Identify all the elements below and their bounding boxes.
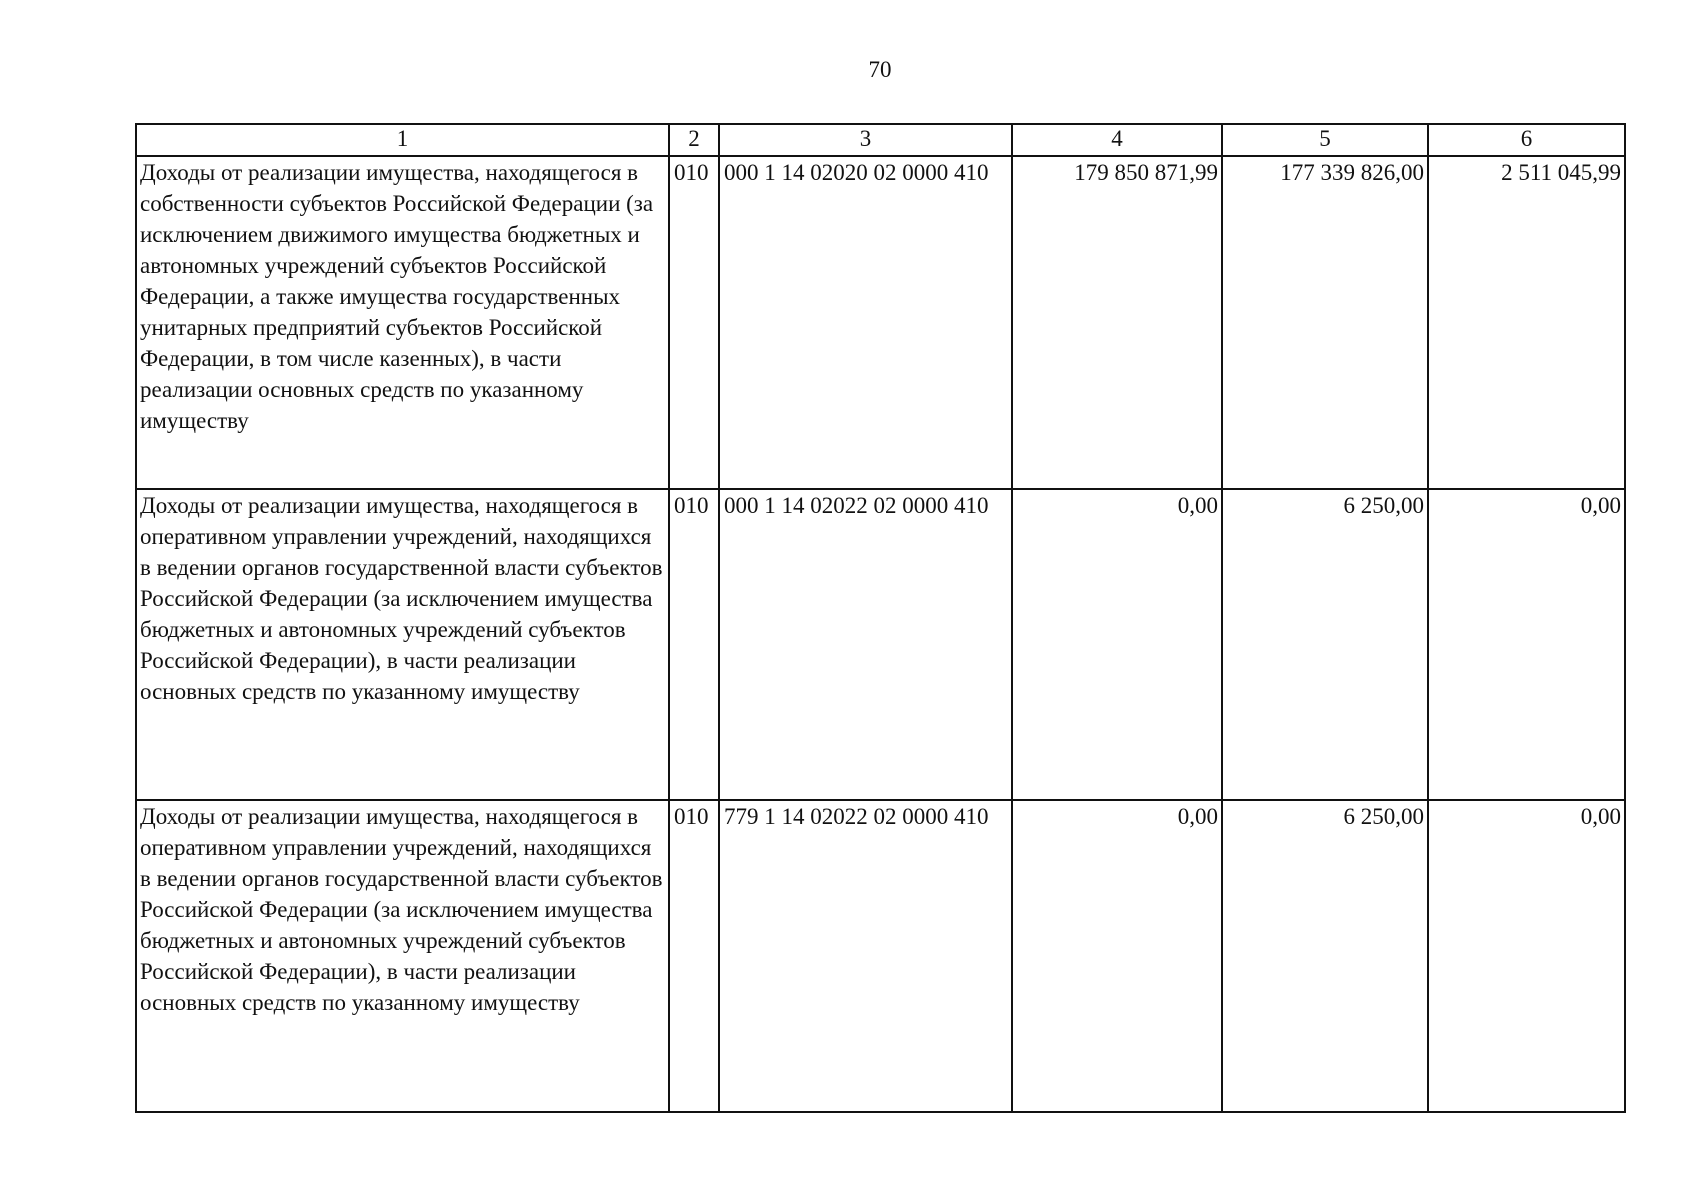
income-name-cell: Доходы от реализации имущества, находящегося в оперативном управлении учреждений, находящихся в ведении органов государственной власти субъектов Российской Федерации (за исключением имущества бюджетных и автономных учреждений субъектов Российской Федерации), в части реализации основных средств по указанному имуществу bbox=[136, 800, 669, 1112]
report-table bbox=[135, 123, 1626, 1113]
column-header-3: 3 bbox=[719, 124, 1012, 156]
income-name-cell: Доходы от реализации имущества, находящегося в оперативном управлении учреждений, находящихся в ведении органов государственной власти субъектов Российской Федерации (за исключением имущества бюджетных и автономных учреждений субъектов Российской Федерации), в части реализации основных средств по указанному имуществу bbox=[136, 489, 669, 800]
budget-classification-code-cell: 000 1 14 02022 02 0000 410 bbox=[719, 489, 1012, 800]
table-header-row bbox=[136, 124, 1625, 156]
line-code-cell: 010 bbox=[669, 489, 719, 800]
line-code-cell: 010 bbox=[669, 800, 719, 1112]
column-header-2: 2 bbox=[669, 124, 719, 156]
amount-col4-cell: 179 850 871,99 bbox=[1012, 156, 1222, 489]
table-row bbox=[136, 800, 1625, 1112]
line-code-cell: 010 bbox=[669, 156, 719, 489]
table-row bbox=[136, 489, 1625, 800]
page-number: 70 bbox=[868, 57, 892, 82]
income-name-cell: Доходы от реализации имущества, находящегося в собственности субъектов Российской Федерации (за исключением движимого имущества бюджетных и автономных учреждений субъектов Российской Федерации, а также имущества государственных унитарных предприятий субъектов Российской Федерации, в том числе казенных), в части реализации основных средств по указанному имуществу bbox=[136, 156, 669, 489]
column-header-6: 6 bbox=[1428, 124, 1625, 156]
amount-col5-cell: 6 250,00 bbox=[1222, 800, 1428, 1112]
amount-col6-cell: 0,00 bbox=[1428, 489, 1625, 800]
budget-classification-code-cell: 779 1 14 02022 02 0000 410 bbox=[719, 800, 1012, 1112]
amount-col5-cell: 6 250,00 bbox=[1222, 489, 1428, 800]
table-row bbox=[136, 156, 1625, 489]
amount-col6-cell: 2 511 045,99 bbox=[1428, 156, 1625, 489]
amount-col4-cell: 0,00 bbox=[1012, 800, 1222, 1112]
column-header-1: 1 bbox=[136, 124, 669, 156]
amount-col5-cell: 177 339 826,00 bbox=[1222, 156, 1428, 489]
budget-classification-code-cell: 000 1 14 02020 02 0000 410 bbox=[719, 156, 1012, 489]
amount-col4-cell: 0,00 bbox=[1012, 489, 1222, 800]
amount-col6-cell: 0,00 bbox=[1428, 800, 1625, 1112]
column-header-5: 5 bbox=[1222, 124, 1428, 156]
column-header-4: 4 bbox=[1012, 124, 1222, 156]
